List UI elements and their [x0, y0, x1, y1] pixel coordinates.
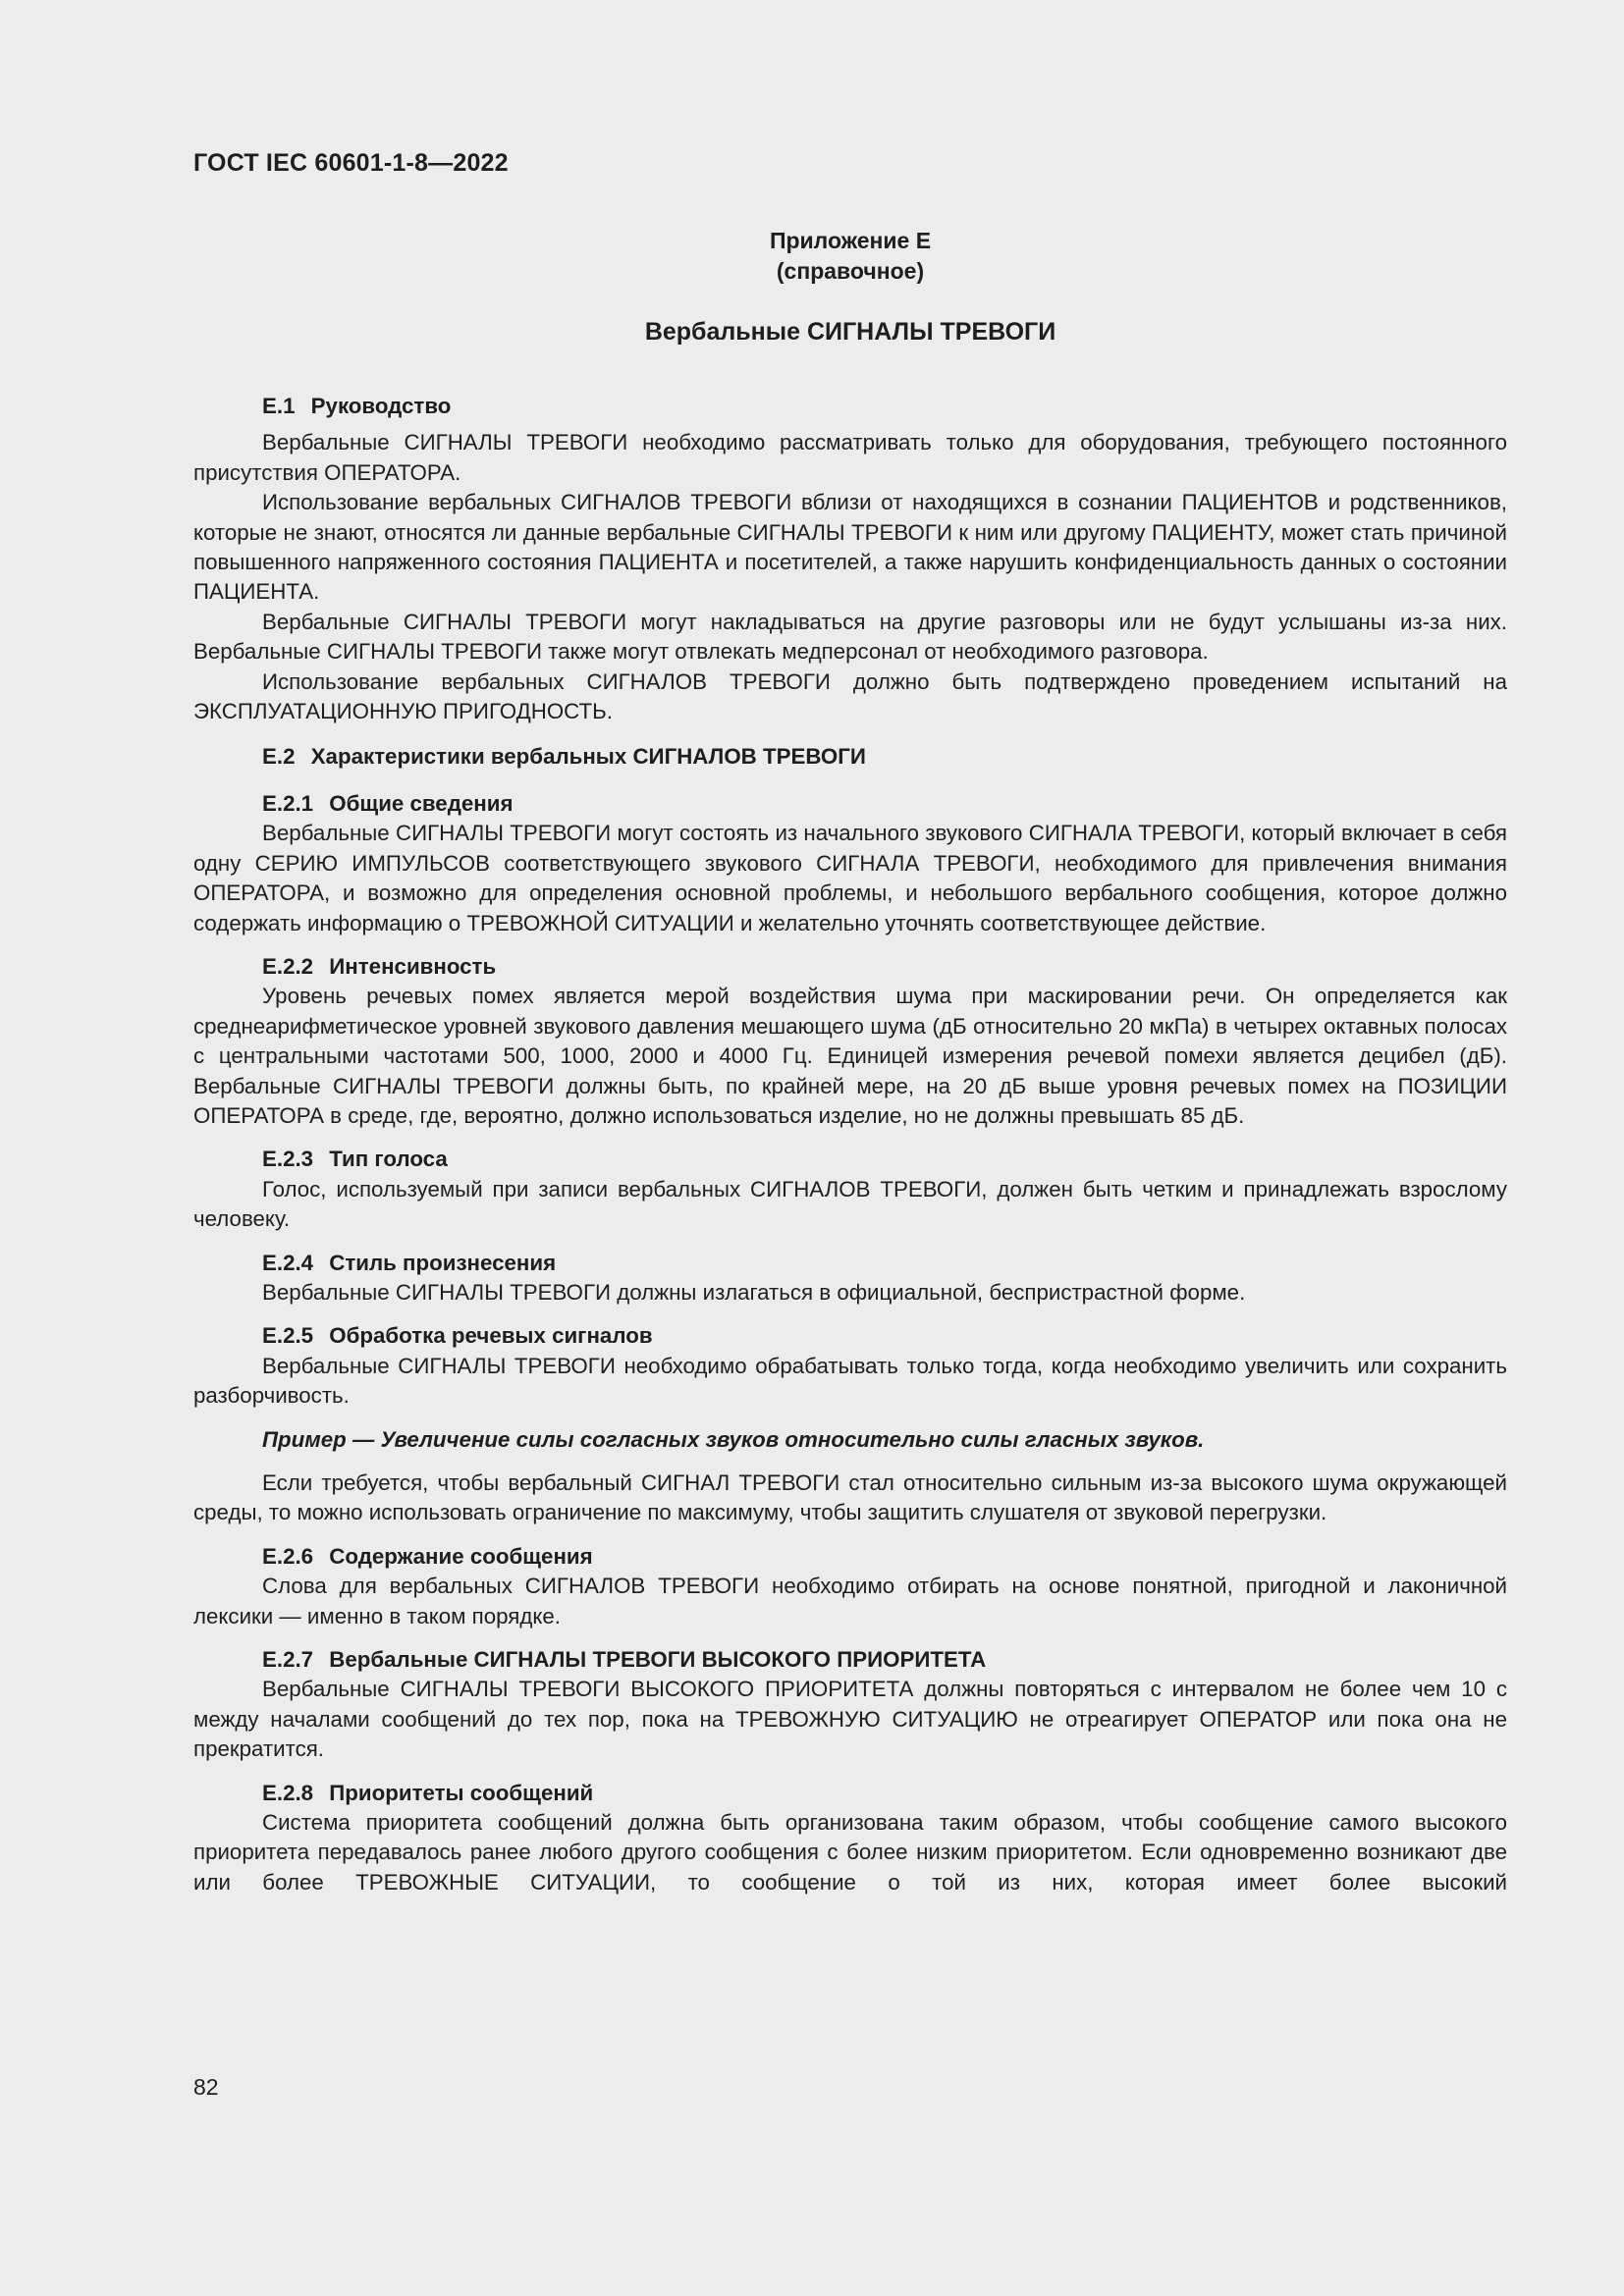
appendix-type: (справочное)	[776, 258, 925, 284]
section-number: Е.1	[262, 394, 296, 418]
section-heading-e2-6	[193, 1542, 1507, 1572]
paragraph: Вербальные СИГНАЛЫ ТРЕВОГИ могут состоять из начального звукового СИГНАЛА ТРЕВОГИ, который включает в себя одну СЕРИЮ ИМПУЛЬСОВ соответствующего звукового СИГНАЛА ТРЕВОГИ, необходимого для привлечения внимания ОПЕРАТОРА, и возможно для определения основной проблемы, и небольшого вербального сообщения, которое должно содержать информацию о ТРЕВОЖНОЙ СИТУАЦИИ и желательно уточнять соответствующее действие.	[193, 821, 1507, 935]
section-heading-e1	[193, 392, 1507, 421]
paragraph: Вербальные СИГНАЛЫ ТРЕВОГИ необходимо обрабатывать только тогда, когда необходимо увеличить или сохранить разборчивость.	[193, 1353, 1507, 1409]
section-number: Е.2.2	[262, 953, 314, 979]
standard-header: ГОСТ IEC 60601-1-8—2022	[193, 149, 509, 177]
section-number: Е.2.3	[262, 1147, 314, 1172]
section-heading-e2-2	[193, 952, 1507, 982]
section-number: Е.2	[262, 744, 296, 770]
section-number: Е.2.4	[262, 1250, 314, 1275]
paragraph: Уровень речевых помех является мерой воздействия шума при маскировании речи. Он определяется как среднеарифметическое уровней звукового давления мешающего шума (дБ относительно 20 мкПа) в четырех октавных полосах с центральными частотами 500, 1000, 2000 и 4000 Гц. Единицей измерения речевой помехи является децибел (дБ). Вербальные СИГНАЛЫ ТРЕВОГИ должны быть, по крайней мере, на 20 дБ выше уровня речевых помех на ПОЗИЦИИ ОПЕРАТОРА в среде, где, вероятно, должно использоваться изделие, но не должны превышать 85 дБ.	[193, 984, 1507, 1128]
appendix-title: Вербальные СИГНАЛЫ ТРЕВОГИ	[644, 318, 1056, 346]
section-title: Тип голоса	[329, 1147, 448, 1172]
section-title: Характеристики вербальных СИГНАЛОВ ТРЕВОГИ	[310, 744, 866, 770]
section-title: Вербальные СИГНАЛЫ ТРЕВОГИ ВЫСОКОГО ПРИОРИТЕТА	[329, 1647, 987, 1673]
section-heading-e2-4	[193, 1249, 1507, 1278]
appendix-label: Приложение Е	[769, 228, 932, 253]
section-heading-e2	[193, 742, 1507, 772]
section-number: Е.2.8	[262, 1780, 314, 1805]
section-heading-e2-7	[193, 1645, 1507, 1675]
section-heading-e2-5	[193, 1321, 1507, 1351]
section-title: Содержание сообщения	[329, 1543, 593, 1569]
section-heading-e2-8	[193, 1779, 1507, 1808]
section-number: Е.2.5	[262, 1323, 314, 1349]
section-title: Обработка речевых сигналов	[329, 1323, 653, 1349]
section-title: Общие сведения	[329, 790, 514, 816]
section-title: Стиль произнесения	[329, 1250, 557, 1275]
section-heading-e2-3	[193, 1145, 1507, 1174]
example-note: Пример — Увеличение силы согласных звуков относительно силы гласных звуков.	[262, 1426, 1205, 1452]
paragraph: Слова для вербальных СИГНАЛОВ ТРЕВОГИ необходимо отбирать на основе понятной, пригодной и лаконичной лексики — именно в таком порядке.	[193, 1574, 1507, 1629]
section-number: Е.2.6	[262, 1543, 314, 1569]
paragraph: Система приоритета сообщений должна быть организована таким образом, чтобы сообщение самого высокого приоритета передавалось ранее любого другого сообщения с более низким приоритетом. Если одновременно возникают две или более ТРЕВОЖНЫЕ СИТУАЦИИ, то сообщение о той из них, которая имеет более высокий	[193, 1810, 1507, 1895]
paragraph: Вербальные СИГНАЛЫ ТРЕВОГИ необходимо рассматривать только для оборудования, требующего постоянного присутствия ОПЕРАТОРА.	[193, 430, 1507, 485]
paragraph: Вербальные СИГНАЛЫ ТРЕВОГИ ВЫСОКОГО ПРИОРИТЕТА должны повторяться с интервалом не более чем 10 с между началами сообщений до тех пор, пока на ТРЕВОЖНУЮ СИТУАЦИЮ не отреагирует ОПЕРАТОР или пока она не прекратится.	[193, 1677, 1507, 1762]
paragraph: Вербальные СИГНАЛЫ ТРЕВОГИ могут накладываться на другие разговоры или не будут услышаны из-за них. Вербальные СИГНАЛЫ ТРЕВОГИ также могут отвлекать медперсонал от необходимого разговора.	[193, 609, 1507, 665]
document-body	[193, 392, 1507, 1897]
appendix-heading	[193, 226, 1507, 287]
section-title: Руководство	[310, 394, 452, 418]
paragraph: Если требуется, чтобы вербальный СИГНАЛ ТРЕВОГИ стал относительно сильным из-за высокого шума окружающей среды, то можно использовать ограничение по максимуму, чтобы защитить слушателя от звуковой перегрузки.	[193, 1470, 1507, 1525]
section-heading-e2-1	[193, 789, 1507, 819]
section-title: Интенсивность	[329, 953, 497, 979]
section-title: Приоритеты сообщений	[329, 1780, 594, 1805]
paragraph: Использование вербальных СИГНАЛОВ ТРЕВОГИ вблизи от находящихся в сознании ПАЦИЕНТОВ и родственников, которые не знают, относятся ли данные вербальные СИГНАЛЫ ТРЕВОГИ к ним или другому ПАЦИЕНТУ, может стать причиной повышенного напряженного состояния ПАЦИЕНТА и посетителей, а также нарушить конфиденциальность данных о состоянии ПАЦИЕНТА.	[193, 490, 1507, 605]
paragraph: Вербальные СИГНАЛЫ ТРЕВОГИ должны излагаться в официальной, беспристрастной форме.	[262, 1279, 1246, 1305]
section-number: Е.2.7	[262, 1647, 314, 1673]
paragraph: Голос, используемый при записи вербальных СИГНАЛОВ ТРЕВОГИ, должен быть четким и принадлежать взрослому человеку.	[193, 1176, 1507, 1232]
section-number: Е.2.1	[262, 790, 314, 816]
page-number: 82	[193, 2074, 219, 2100]
paragraph: Использование вербальных СИГНАЛОВ ТРЕВОГИ должно быть подтверждено проведением испытаний на ЭКСПЛУАТАЦИОННУЮ ПРИГОДНОСТЬ.	[193, 668, 1507, 724]
